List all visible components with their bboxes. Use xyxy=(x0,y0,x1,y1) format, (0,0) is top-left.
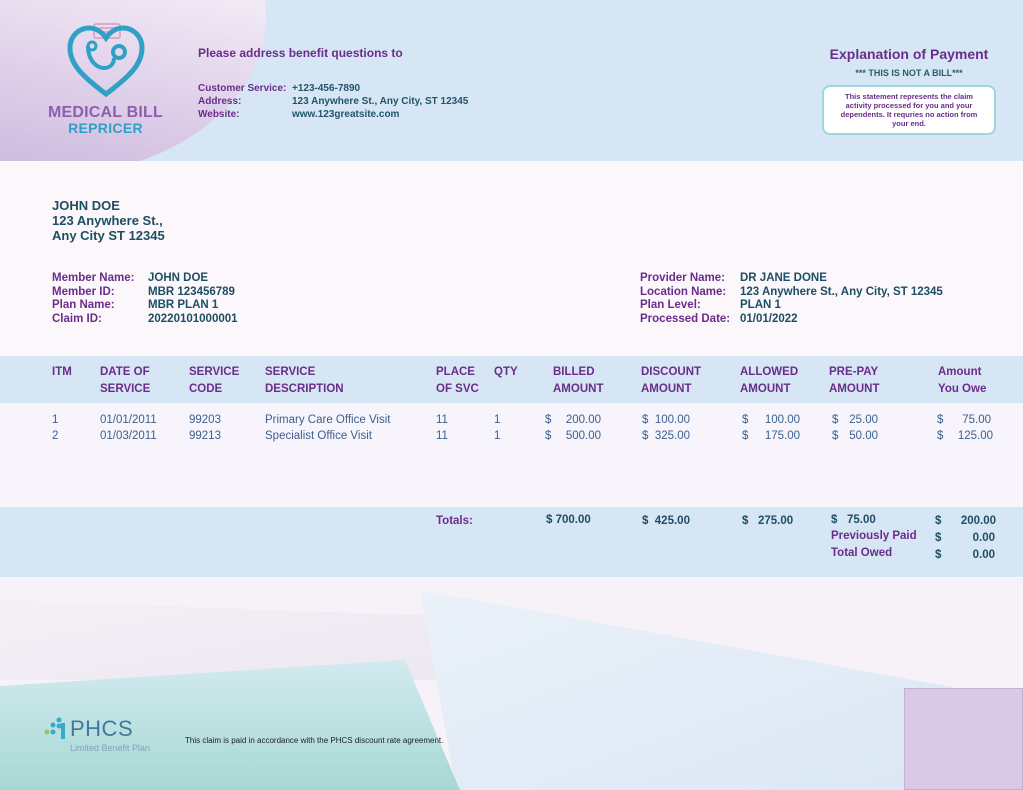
contact-row-website xyxy=(198,108,468,121)
contact-address: 123 Anywhere St., Any City, ST 12345 xyxy=(292,96,469,107)
info-value: MBR PLAN 1 xyxy=(148,299,219,312)
info-value: DR JANE DONE xyxy=(740,272,827,284)
statement-note: This statement represents the claim activity processed for you and your dependents. It requries no action from your end. xyxy=(822,85,996,135)
cell-prepay: 25.00 xyxy=(849,414,878,426)
column-header: ALLOWED AMOUNT xyxy=(740,366,799,395)
info-label: Claim ID: xyxy=(52,313,102,326)
phcs-subtitle: Limited Benefit Plan xyxy=(70,743,151,753)
member-info-row xyxy=(52,272,238,286)
phcs-name: PHCS xyxy=(70,716,134,741)
info-value: 01/01/2022 xyxy=(740,313,798,326)
phcs-logo-mark xyxy=(44,716,150,742)
column-header: QTY xyxy=(494,366,518,378)
addressee-city: Any City ST 12345 xyxy=(52,228,165,243)
logo-text-line1: MEDICAL BILL xyxy=(48,104,163,121)
provider-info-row xyxy=(640,286,943,300)
info-label: Member ID: xyxy=(52,285,115,298)
total-owe: 200.00 xyxy=(960,515,996,527)
total-billed: $ 700.00 xyxy=(546,514,591,526)
logo-text-line2: REPRICER xyxy=(68,120,143,136)
cell-prepay: 50.00 xyxy=(849,430,878,442)
column-header: SERVICE DESCRIPTION xyxy=(265,366,344,395)
column-header: Amount You Owe xyxy=(938,366,987,395)
cell-place: 11 xyxy=(436,430,448,442)
eop-block xyxy=(819,46,999,135)
table-row xyxy=(0,414,1023,430)
info-value: JOHN DOE xyxy=(148,272,209,284)
cell-discount: 100.00 xyxy=(654,414,690,426)
column-header: ITM xyxy=(52,366,72,378)
column-header: PRE-PAY AMOUNT xyxy=(829,366,880,395)
heart-stethoscope-icon xyxy=(64,18,148,102)
cell-discount: 325.00 xyxy=(654,430,690,442)
info-label: Provider Name: xyxy=(640,272,726,284)
contact-row-address xyxy=(198,95,468,108)
table-row xyxy=(0,430,1023,446)
column-header: PLACE OF SVC xyxy=(436,366,479,395)
totals-band xyxy=(0,507,1023,577)
currency-symbol: $ xyxy=(545,414,552,426)
column-header: SERVICE CODE xyxy=(189,366,240,395)
contact-block xyxy=(198,46,468,121)
currency-symbol: $ xyxy=(937,414,944,426)
total-owed-label: Total Owed xyxy=(831,547,893,559)
page-title: Explanation of Payment xyxy=(829,46,989,62)
info-value: PLAN 1 xyxy=(740,299,781,312)
total-allowed: $ 275.00 xyxy=(742,515,794,527)
cell-billed: 200.00 xyxy=(565,414,601,426)
contact-title: Please address benefit questions to xyxy=(198,46,403,60)
cell-owe: 75.00 xyxy=(962,414,991,426)
column-header: BILLED AMOUNT xyxy=(553,366,604,395)
cell-place: 11 xyxy=(436,414,448,426)
addressee-street: 123 Anywhere St., xyxy=(52,213,163,228)
currency-symbol: $ xyxy=(935,532,942,544)
header-banner xyxy=(0,0,1023,161)
info-label: Plan Level: xyxy=(640,299,701,312)
cell-description: Specialist Office Visit xyxy=(265,430,372,442)
provider-info-row xyxy=(640,272,943,286)
contact-label: Customer Service: xyxy=(198,83,287,94)
currency-symbol: $ xyxy=(832,414,839,426)
member-info-row xyxy=(52,313,238,327)
contact-label: Address: xyxy=(198,96,242,107)
info-label: Plan Name: xyxy=(52,299,115,312)
provider-info-row xyxy=(640,313,943,327)
cell-date: 01/01/2011 xyxy=(100,414,157,426)
info-value: 20220101000001 xyxy=(148,313,238,326)
total-owed-value: 0.00 xyxy=(972,549,995,561)
addressee-name: JOHN DOE xyxy=(52,198,120,213)
cell-qty: 1 xyxy=(494,430,501,442)
cell-description: Primary Care Office Visit xyxy=(265,414,391,426)
member-info-row xyxy=(52,299,238,313)
currency-symbol: $ xyxy=(742,414,749,426)
cell-date: 01/03/2011 xyxy=(100,430,157,442)
cell-allowed: 100.00 xyxy=(764,414,800,426)
cell-code: 99213 xyxy=(189,430,221,442)
not-a-bill-notice: *** THIS IS NOT A BILL*** xyxy=(855,68,963,78)
cell-qty: 1 xyxy=(494,414,501,426)
claims-table-header xyxy=(0,356,1023,403)
currency-symbol: $ xyxy=(935,549,942,561)
total-prepay: $ 75.00 xyxy=(831,514,876,526)
cell-billed: 500.00 xyxy=(565,430,601,442)
cell-allowed: 175.00 xyxy=(764,430,800,442)
cell-itm: 1 xyxy=(52,414,59,426)
cell-itm: 2 xyxy=(52,430,59,442)
cell-code: 99203 xyxy=(189,414,221,426)
member-info-row xyxy=(52,286,238,300)
currency-symbol: $ xyxy=(937,430,944,442)
currency-symbol: $ xyxy=(642,430,649,442)
addressee-block xyxy=(52,198,165,243)
contact-phone[interactable]: +123-456-7890 xyxy=(292,83,361,94)
column-header: DATE OF SERVICE xyxy=(100,366,151,395)
info-value: MBR 123456789 xyxy=(148,285,235,298)
info-label: Processed Date: xyxy=(640,313,731,326)
info-label: Location Name: xyxy=(640,285,727,298)
footer-color-block xyxy=(904,688,1023,790)
currency-symbol: $ xyxy=(545,430,552,442)
totals-label: Totals: xyxy=(436,515,473,527)
member-info xyxy=(52,272,238,327)
company-logo xyxy=(48,18,163,136)
contact-label: Website: xyxy=(198,109,240,120)
phcs-logo xyxy=(44,716,150,753)
column-header: DISCOUNT AMOUNT xyxy=(641,366,702,395)
phcs-dots-icon xyxy=(44,717,66,741)
info-value: 123 Anywhere St., Any City, ST 12345 xyxy=(740,285,943,298)
total-discount: $ 425.00 xyxy=(642,515,690,527)
cell-owe: 125.00 xyxy=(957,430,993,442)
previously-paid-value: 0.00 xyxy=(972,532,995,544)
footer-note: This claim is paid in accordance with the PHCS discount rate agreement. xyxy=(185,736,444,745)
info-label: Member Name: xyxy=(52,272,135,284)
provider-info xyxy=(640,272,943,327)
currency-symbol: $ xyxy=(742,430,749,442)
previously-paid-label: Previously Paid xyxy=(831,530,917,542)
claims-table-body xyxy=(0,403,1023,507)
currency-symbol: $ xyxy=(642,414,649,426)
currency-symbol: $ xyxy=(935,515,942,527)
contact-row-phone xyxy=(198,82,468,95)
provider-info-row xyxy=(640,299,943,313)
contact-website-link[interactable]: www.123greatsite.com xyxy=(292,109,400,120)
currency-symbol: $ xyxy=(832,430,839,442)
